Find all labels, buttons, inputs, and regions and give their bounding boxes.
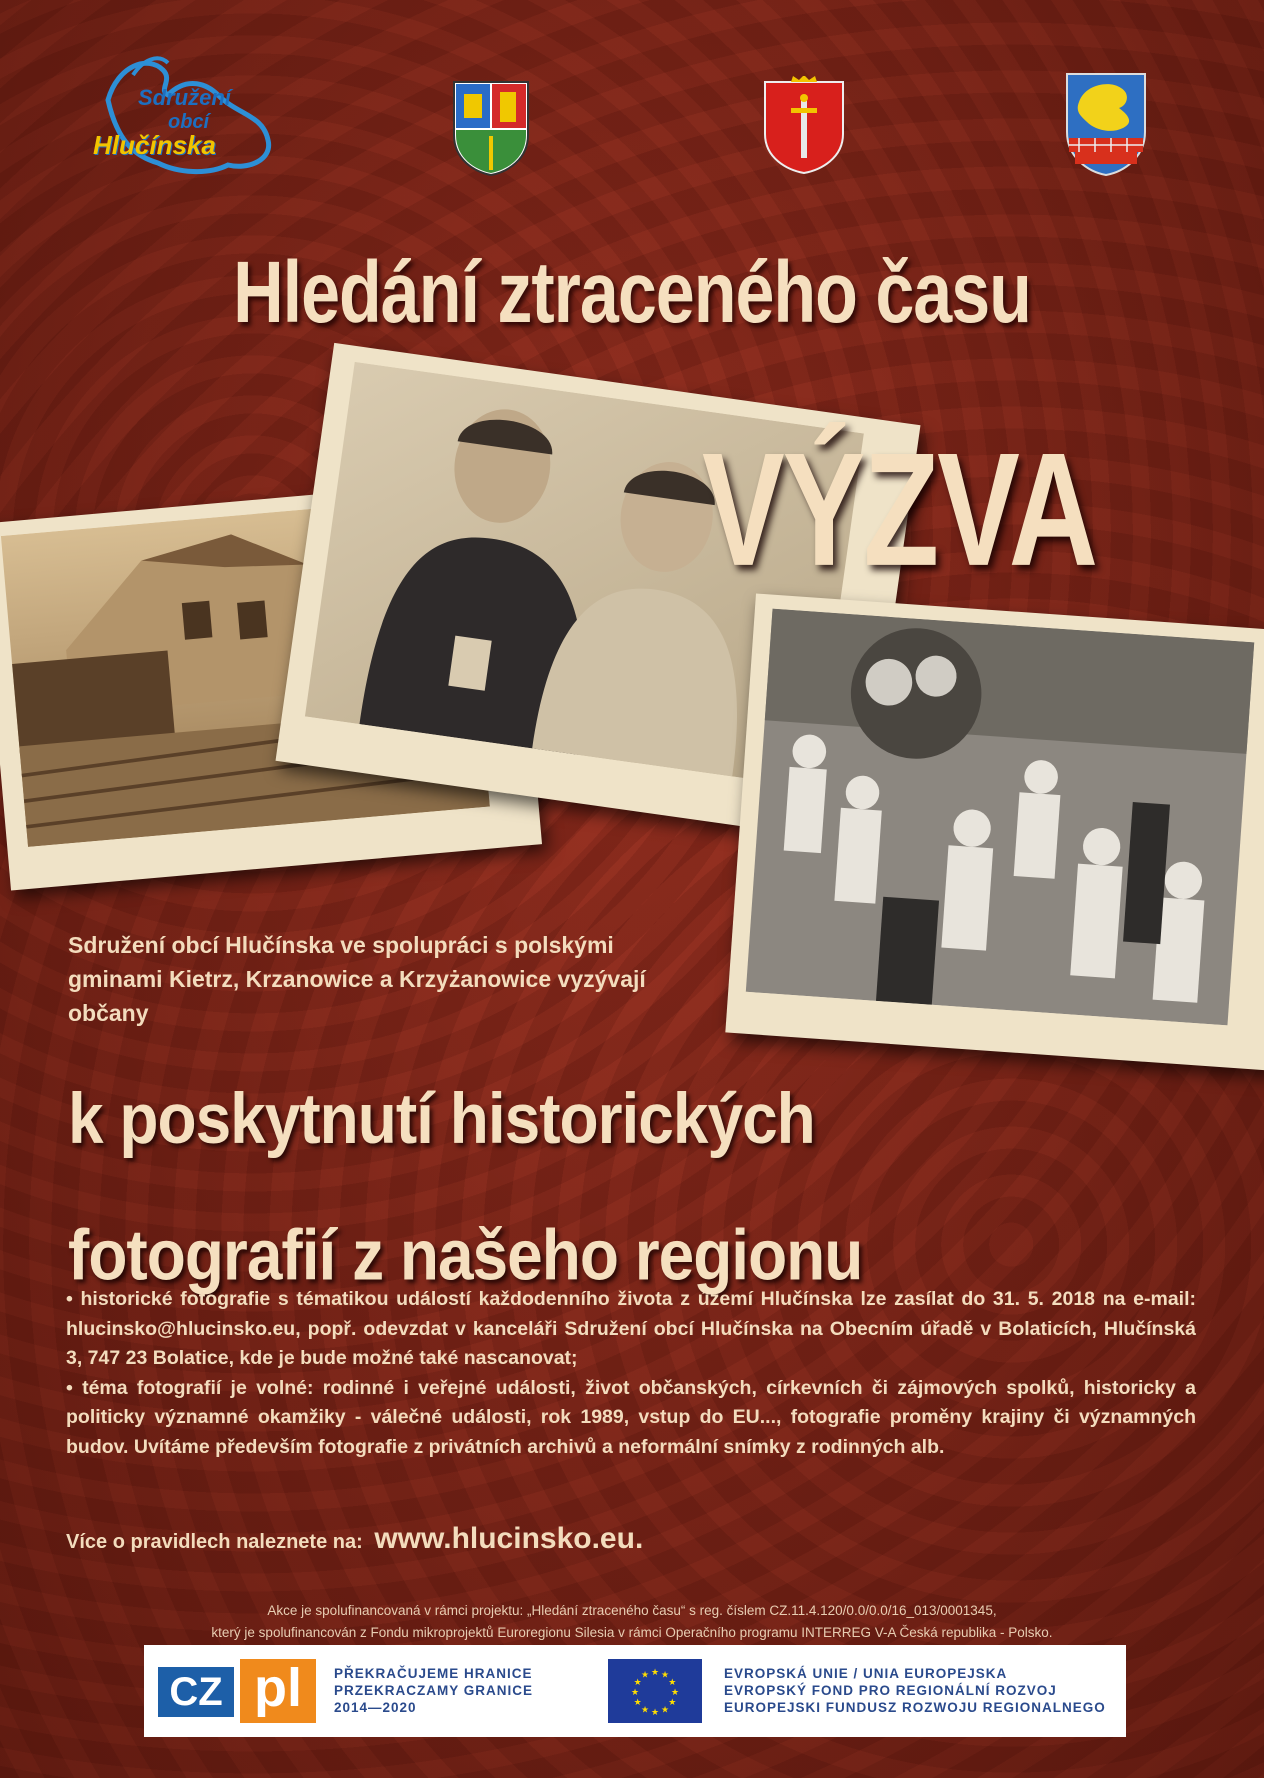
eu-text-line-3: EUROPEJSKI FUNDUSZ ROZWOJU REGIONALNEGO — [724, 1700, 1106, 1715]
headline-line-1: k poskytnutí historických — [68, 1078, 815, 1159]
eu-star-icon: ★ — [650, 1667, 660, 1677]
funding-line-1: Akce je spolufinancovaná v rámci projektu: „Hledání ztraceného času“ s reg. číslem CZ.11.4.120/0.0/0.0/16_013/0001345, — [267, 1603, 997, 1618]
eu-text-line-2: EVROPSKÝ FOND PRO REGIONÁLNÍ ROZVOJ — [724, 1683, 1057, 1698]
eu-star-icon: ★ — [650, 1707, 660, 1717]
headline-line-2: fotografií z našeho regionu — [68, 1214, 863, 1296]
pl-logo-block: pl — [240, 1659, 316, 1723]
eu-star-icon: ★ — [630, 1687, 640, 1697]
association-logo — [88, 45, 288, 180]
detail-item: • téma fotografií je volné: rodinné i veřejné události, život občanských, církevních či zájmových spolků, historicky a politicky významné okamžiky - válečné události, rok 1989, vstup do EU..., fotografie proměny krajiny či významných budov. Uvítáme především fotografie z privátních archivů a neformální snímky z rodinných alb. — [66, 1376, 1196, 1458]
czpl-text — [334, 1665, 533, 1716]
call-heading: VÝZVA — [702, 420, 1097, 600]
more-info — [66, 1522, 643, 1556]
association-logo-line3: Hlučínska — [93, 130, 216, 160]
cz-logo-block: CZ — [158, 1667, 234, 1717]
more-info-label: Více o pravidlech naleznete na: — [66, 1531, 363, 1553]
czpl-text-line-2: PRZEKRACZAMY GRANICE — [334, 1683, 534, 1698]
eu-star-icon: ★ — [670, 1687, 680, 1697]
funding-line-2: který je spolufinancován z Fondu mikroprojektů Euroregionu Silesia v rámci Operačního programu INTERREG V-A Česká republika - Polsko. — [211, 1625, 1053, 1640]
eu-flag-icon — [608, 1659, 702, 1723]
association-logo-line2: obcí — [168, 111, 210, 133]
czpl-text-line-3: 2014—2020 — [334, 1700, 417, 1715]
association-logo-line1: Sdružení — [138, 85, 231, 110]
headline — [68, 1050, 862, 1323]
funding-note — [0, 1600, 1264, 1644]
eu-star-icon: ★ — [660, 1669, 670, 1680]
eu-star-icon: ★ — [633, 1697, 642, 1707]
eu-text-line-1: EVROPSKÁ UNIE / UNIA EUROPEJSKA — [724, 1666, 1008, 1681]
detail-item: • historické fotografie s tématikou událostí každodenního života z území Hlučínska lze zasílat do 31. 5. 2018 na e-mail: hlucinsko@hlucinsko.eu, popř. odevzdat v kanceláři Sdružení obcí Hlučínska na Obecním úřadě v Bolaticích, Hlučínská 3, 747 23 Bolatice, kde je bude možné také nascanovat; — [66, 1288, 1196, 1369]
eu-star-icon: ★ — [668, 1677, 677, 1687]
poster-title: Hledání ztraceného času — [233, 243, 1031, 341]
eu-text — [724, 1665, 1106, 1716]
czpl-text-line-1: PŘEKRAČUJEME HRANICE — [334, 1666, 533, 1681]
eu-star-icon: ★ — [633, 1677, 642, 1687]
eu-star-icon: ★ — [660, 1704, 670, 1715]
footer-banner — [144, 1645, 1126, 1737]
sword-crest-icon — [763, 76, 845, 179]
municipal-crest-icon — [452, 80, 530, 181]
eu-star-icon: ★ — [640, 1669, 650, 1680]
eu-star-icon: ★ — [640, 1704, 650, 1715]
eu-star-icon: ★ — [668, 1697, 677, 1707]
procession-photo — [725, 593, 1264, 1070]
intro-text: Sdružení obcí Hlučínska ve spolupráci s polskými gminami Kietrz, Krzanowice a Krzyżanowice vyzývají občany — [68, 932, 646, 1026]
details-list — [66, 1285, 1196, 1462]
website-link[interactable]: www.hlucinsko.eu. — [374, 1522, 644, 1555]
lion-crest-icon — [1065, 72, 1147, 181]
czpl-logo — [158, 1659, 322, 1723]
